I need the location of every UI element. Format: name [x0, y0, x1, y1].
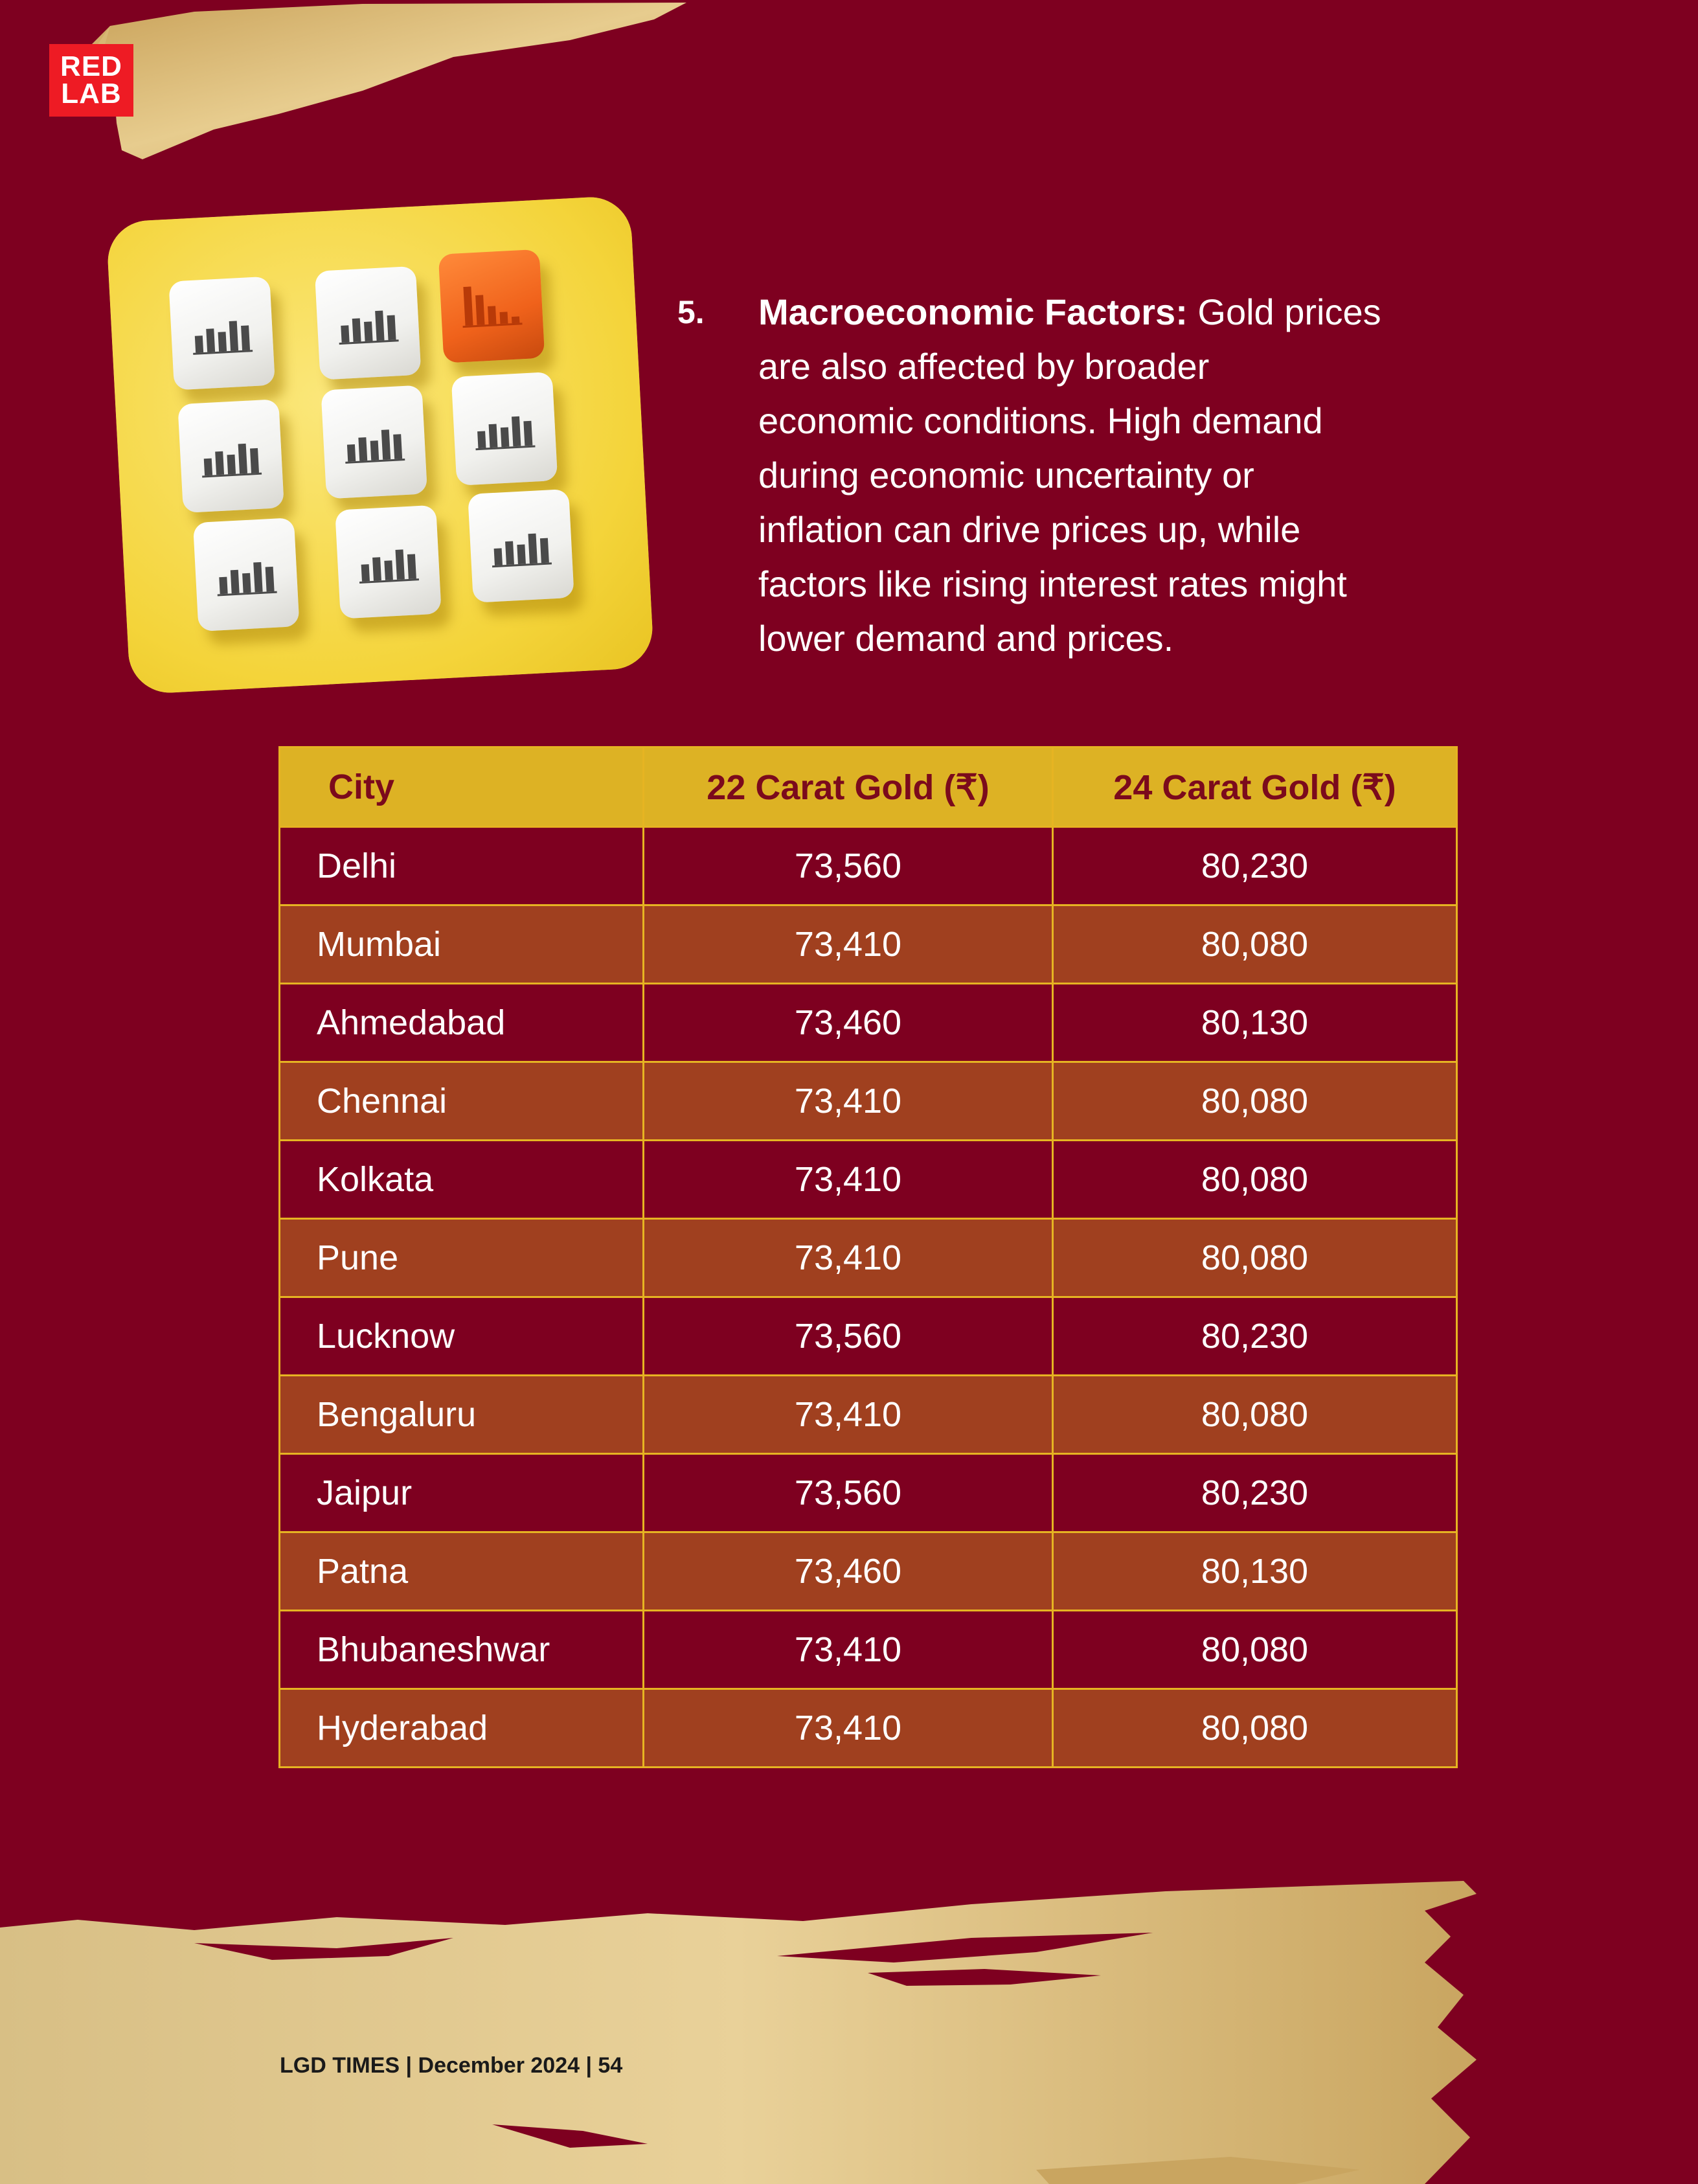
item-line-2: are also affected by broader: [758, 346, 1210, 387]
die: [468, 489, 574, 603]
table-row: [280, 1611, 1457, 1689]
die: [168, 277, 275, 391]
cell-24-carat: 80,080: [1053, 1062, 1457, 1141]
cell-22-carat: 73,410: [644, 1376, 1053, 1454]
cell-22-carat: 73,410: [644, 1219, 1053, 1297]
item-heading: Macroeconomic Factors:: [758, 291, 1188, 332]
cell-city: Bengaluru: [280, 1376, 644, 1454]
table-row: [280, 1532, 1457, 1611]
cell-22-carat: 73,460: [644, 1532, 1053, 1611]
bar-chart-icon: [488, 523, 554, 568]
table-row: [280, 1297, 1457, 1376]
cell-city: Patna: [280, 1532, 644, 1611]
table-header-row: [280, 747, 1457, 827]
list-number: 5.: [677, 294, 705, 330]
table-row: [280, 1141, 1457, 1219]
table-row: [280, 984, 1457, 1062]
bar-chart-icon: [213, 552, 280, 597]
table-row: [280, 1454, 1457, 1532]
cell-city: Bhubaneshwar: [280, 1611, 644, 1689]
dice-photo: [106, 195, 654, 694]
item-line-1-text: Gold prices: [1187, 291, 1381, 332]
cell-22-carat: 73,410: [644, 1062, 1053, 1141]
cell-city: Delhi: [280, 827, 644, 905]
cell-24-carat: 80,230: [1053, 1297, 1457, 1376]
cell-24-carat: 80,230: [1053, 1454, 1457, 1532]
cell-24-carat: 80,080: [1053, 1376, 1457, 1454]
cell-city: Chennai: [280, 1062, 644, 1141]
cell-city: Ahmedabad: [280, 984, 644, 1062]
cell-24-carat: 80,080: [1053, 1611, 1457, 1689]
table-row: [280, 905, 1457, 984]
table-row: [280, 1062, 1457, 1141]
die: [335, 505, 442, 619]
cell-city: Jaipur: [280, 1454, 644, 1532]
cell-24-carat: 80,080: [1053, 905, 1457, 984]
bar-chart-icon: [355, 540, 422, 584]
bar-chart-icon: [458, 284, 525, 328]
item-line-6: factors like rising interest rates might: [758, 563, 1347, 604]
cell-24-carat: 80,080: [1053, 1689, 1457, 1768]
bar-chart-icon: [335, 301, 402, 345]
cell-22-carat: 73,460: [644, 984, 1053, 1062]
cell-24-carat: 80,080: [1053, 1141, 1457, 1219]
bar-chart-icon: [188, 311, 255, 356]
table-row: [280, 1376, 1457, 1454]
cell-22-carat: 73,410: [644, 905, 1053, 984]
die: [315, 266, 422, 380]
cell-24-carat: 80,130: [1053, 1532, 1457, 1611]
cell-24-carat: 80,080: [1053, 1219, 1457, 1297]
header-24-carat: 24 Carat Gold (₹): [1053, 747, 1457, 827]
item-body: [758, 285, 1471, 666]
cell-22-carat: 73,560: [644, 827, 1053, 905]
item-line-4: during economic uncertainty or: [758, 455, 1254, 495]
cell-24-carat: 80,230: [1053, 827, 1457, 905]
die: [193, 518, 300, 631]
red-lab-logo: [49, 44, 133, 117]
die: [321, 385, 427, 499]
header-22-carat: 22 Carat Gold (₹): [644, 747, 1053, 827]
bar-chart-icon: [198, 434, 264, 479]
table-row: [280, 1219, 1457, 1297]
table-row: [280, 1689, 1457, 1768]
bar-chart-icon: [471, 406, 538, 451]
die: [451, 372, 558, 486]
cell-22-carat: 73,410: [644, 1689, 1053, 1768]
die: [177, 399, 284, 513]
cell-city: Pune: [280, 1219, 644, 1297]
cell-22-carat: 73,560: [644, 1454, 1053, 1532]
logo-line-1: RED: [60, 51, 122, 82]
cell-22-carat: 73,560: [644, 1297, 1053, 1376]
item-line-1: [758, 285, 1471, 339]
item-line-7: lower demand and prices.: [758, 618, 1174, 659]
cell-city: Lucknow: [280, 1297, 644, 1376]
table-row: [280, 827, 1457, 905]
bar-chart-icon: [341, 420, 407, 464]
cell-22-carat: 73,410: [644, 1141, 1053, 1219]
header-city: City: [280, 747, 644, 827]
gold-price-table: [278, 746, 1458, 1768]
cell-city: Hyderabad: [280, 1689, 644, 1768]
gold-brush-bottom: [0, 1865, 1698, 2184]
die-orange: [438, 249, 545, 363]
cell-city: Mumbai: [280, 905, 644, 984]
logo-line-2: LAB: [61, 78, 122, 109]
cell-24-carat: 80,130: [1053, 984, 1457, 1062]
item-line-3: economic conditions. High demand: [758, 400, 1323, 441]
item-line-5: inflation can drive prices up, while: [758, 509, 1301, 550]
cell-22-carat: 73,410: [644, 1611, 1053, 1689]
cell-city: Kolkata: [280, 1141, 644, 1219]
page-footer: LGD TIMES | December 2024 | 54: [280, 2053, 623, 2078]
